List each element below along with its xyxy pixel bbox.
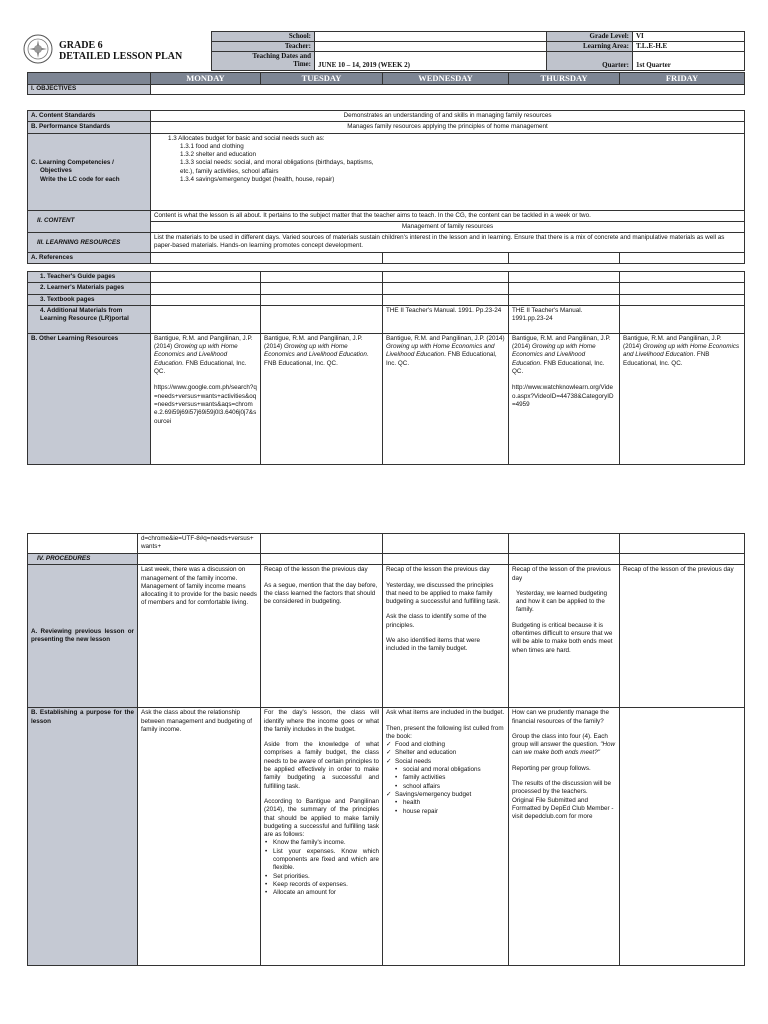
cont-fri <box>620 534 745 554</box>
budget-item-savings: ✓ Savings/emergency budget <box>386 791 505 799</box>
purpose-tue-para1: For the day's lesson, the class will identify where the income goes or what the family includes in the budget. <box>264 709 379 733</box>
header-info-table <box>211 31 745 71</box>
budget-item-social: ✓ Social needs <box>386 758 505 766</box>
dates-label-line2: Time: <box>293 60 311 68</box>
grade-level-label: Grade Level: <box>547 32 633 42</box>
other-thu[interactable]: Bantigue, R.M. and Pangilinan, J.P. (2014) Growing up with Home Economics and Livelihood Education. FNB Educational, Inc. QC. http://www.watchknowlearn.org/Video.aspx?VideoID=44738&CategoryID=4959 <box>509 333 620 464</box>
lc-label-line1: C. Learning Competencies / <box>31 159 114 167</box>
objectives-cell[interactable] <box>151 84 745 95</box>
references-thu[interactable] <box>620 253 745 264</box>
purpose-wed-present: Then, present the following list culled from the book: <box>386 724 504 740</box>
performance-standards-value[interactable]: Manages family resources applying the principles of home management <box>151 122 745 133</box>
procedures-heading: IV. PROCEDURES <box>28 554 138 565</box>
other-fri[interactable]: Bantigue, R.M. and Pangilinan, J.P. (2014) Growing up with Home Economics and Livelihood Education. FNB Educational, Inc. QC. <box>620 333 745 464</box>
learning-competencies-value[interactable] <box>151 133 745 210</box>
tg-mon[interactable] <box>151 272 261 283</box>
textbook-pages-label: 3. Textbook pages <box>28 294 151 305</box>
references-mon[interactable] <box>151 253 383 264</box>
content-standards-value[interactable]: Demonstrates an understanding of and skills in managing family resources <box>151 111 745 122</box>
title-grade: GRADE 6 <box>59 40 103 51</box>
lc-label-line2: Objectives <box>40 167 72 175</box>
purpose-thu-reporting: Reporting per group follows. <box>512 764 591 772</box>
budget-subitem: • social and moral obligations <box>386 766 505 774</box>
other-resources-label: B. Other Learning Resources <box>28 333 151 464</box>
budget-subitem: • health <box>386 799 505 807</box>
purpose-thu-question: How can we prudently manage the financial resources of the family? <box>512 709 609 725</box>
proc-thu <box>509 554 620 565</box>
purpose-tue[interactable] <box>261 708 383 966</box>
mon-book-publisher: FNB Educational, Inc. QC. <box>154 359 247 376</box>
lm-mon[interactable] <box>151 283 261 294</box>
lc-item-2: 1.3.2 shelter and education <box>180 151 256 159</box>
dates-label-line1: Teaching Dates and <box>252 52 311 60</box>
budget-item-shelter: ✓ Shelter and education <box>386 749 505 757</box>
performance-standards-label: B. Performance Standards <box>28 122 151 133</box>
budget-subitem: • family activities <box>386 774 505 782</box>
tg-thu[interactable] <box>509 272 620 283</box>
add-tue[interactable] <box>261 305 383 333</box>
principle-item: • Know the family's income. <box>264 839 379 847</box>
wed-book-publisher: FNB Educational, Inc. QC. <box>386 351 497 367</box>
review-tue-recap: Recap of the lesson the previous day <box>264 566 368 574</box>
content-label: II. CONTENT <box>28 210 151 233</box>
purpose-label: B. Establishing a purpose for the lesson <box>28 708 138 966</box>
thu-url-link[interactable]: http://www.watchknowlearn.org/Video.aspx?VideoID=44738&CategoryID=4959 <box>512 384 614 408</box>
learning-resources-description: List the materials to be used in different days. Varied sources of materials sustain children's interest in the lesson and in learning. Ensure that there is a mix of concrete and manipulative materials as well as paper-based materials. Hands-on learning promotes concept development. <box>151 233 745 253</box>
references-label: A. References <box>28 253 151 264</box>
review-wed-recap: Recap of the lesson the previous day <box>386 566 490 574</box>
mon-book-authors: Bantigue, R.M. and Pangilinan, J.P. (2014) <box>154 334 253 351</box>
teachers-guide-label: 1. Teacher's Guide pages <box>28 272 151 283</box>
references-tue[interactable] <box>383 253 509 264</box>
teacher-label: Teacher: <box>212 42 315 52</box>
lm-fri[interactable] <box>620 283 745 294</box>
mon-url-link[interactable]: https://www.google.com.ph/search?q=needs+versus+wants+activities&oq=needs+versus+wants&aqs=chrome.2.69i59j69i57j69i59j0l3.6406j0j7&sourcei <box>154 384 257 425</box>
day-col-monday: MONDAY <box>151 73 261 85</box>
learning-competencies-label <box>28 133 151 210</box>
day-col-friday: FRIDAY <box>620 73 745 85</box>
principle-item: • Set priorities. <box>264 873 379 881</box>
lesson-plan-title <box>59 40 182 62</box>
cont-wed <box>383 534 509 554</box>
add-fri[interactable] <box>620 305 745 333</box>
purpose-thu-group: Group the class into four (4). Each group will answer the question. <box>512 732 608 749</box>
add-wed[interactable]: THE II Teacher's Manual. 1991. Pp.23-24 <box>383 305 509 333</box>
proc-mon <box>138 554 261 565</box>
tue-book-authors: Bantigue, R.M. and Pangilinan, J.P. (2014) <box>264 334 363 351</box>
review-thu-recap: Recap of the lesson of the previous day <box>512 566 611 582</box>
lc-item-3: 1.3.3 social needs: social, and moral obligations (birthdays, baptisms, etc.), family activities, school affairs <box>180 159 374 175</box>
proc-fri <box>620 554 745 565</box>
weekday-header-overlay <box>27 72 745 85</box>
cont-thu <box>509 534 620 554</box>
review-wed-ask: Ask the class to identify some of the principles. <box>386 613 487 629</box>
tg-fri[interactable] <box>620 272 745 283</box>
budget-subitem: • school affairs <box>386 783 505 791</box>
learning-area-label: Learning Area: <box>547 42 633 52</box>
purpose-mon[interactable]: Ask the class about the relationship between management and budgeting of family income. <box>138 708 261 966</box>
lc-item-1: 1.3.1 food and clothing <box>180 142 244 150</box>
mon-book-title: Growing up with Home Economics and Livelihood Education <box>154 343 238 367</box>
lc-label-line3: Write the LC code for each <box>40 175 120 183</box>
day-col-thursday: THURSDAY <box>509 73 620 85</box>
budget-subitem: • house repair <box>386 808 505 816</box>
purpose-tue-para2: Aside from the knowledge of what comprises a family budget, the class needs to be aware of certain principles to be applied effectively in order to make family budgeting a successful and fulfilling task. <box>264 741 379 790</box>
tue-book-publisher: FNB Educational, Inc. QC. <box>264 359 338 367</box>
review-wed-items: We also identified items that were included in the family budget. <box>386 637 481 653</box>
tb-wed[interactable] <box>383 294 509 305</box>
principle-item: • Allocate an amount for <box>264 889 379 897</box>
fri-book-authors: Bantigue, R.M. and Pangilinan, J.P. (2014) <box>623 334 722 351</box>
review-thu-yesterday: Yesterday, we learned budgeting and how it can be applied to the family. <box>516 589 608 614</box>
reviewing-lesson-label: A. Reviewing previous lesson or presenting the new lesson <box>28 565 138 708</box>
day-col-wednesday: WEDNESDAY <box>383 73 509 85</box>
review-tue-segue: As a segue, mention that the day before, the class learned the factors that should be considered in budgeting. <box>264 581 378 606</box>
teacher-field[interactable] <box>315 42 547 52</box>
purpose-wed[interactable] <box>383 708 509 966</box>
school-field[interactable] <box>315 32 547 42</box>
fri-book-title: Growing up with Home Economics and Livelihood Education <box>623 343 740 359</box>
tb-thu[interactable] <box>509 294 620 305</box>
purpose-thu-results: The results of the discussion will be processed by the teachers. <box>512 780 612 796</box>
budget-item-food: ✓ Food and clothing <box>386 741 505 749</box>
lc-item-4: 1.3.4 savings/emergency budget (health, house, repair) <box>180 176 335 184</box>
references-wed[interactable] <box>509 253 620 264</box>
principle-item: • List your expenses. Know which components are fixed and which are flexible. <box>264 848 379 873</box>
thu-book-authors: Bantigue, R.M. and Pangilinan, J.P. (2014) <box>512 334 611 351</box>
tb-mon[interactable] <box>151 294 261 305</box>
review-thu[interactable] <box>509 565 620 708</box>
other-wed[interactable]: Bantigue, R.M. and Pangilinan, J.P. (2014) Growing up with Home Economics and Livelihood Education. FNB Educational, Inc. QC. <box>383 333 509 464</box>
quarter-value[interactable]: 1st Quarter <box>633 52 745 71</box>
wed-book-authors: Bantigue, R.M. and Pangilinan, J.P. (2014) <box>386 334 505 342</box>
weekday-corner-cell <box>28 73 151 85</box>
content-value[interactable]: Management of family resources <box>151 221 745 232</box>
learning-area-value[interactable]: T.L.E-H.E <box>633 42 745 52</box>
objectives-heading: I. OBJECTIVES <box>28 84 151 95</box>
purpose-tue-para3: According to Bantigue and Pangilinan (2014), the summary of the principles that should be applied to make family budgeting a successful and fulfilling task are as follows: <box>264 797 379 839</box>
school-label: School: <box>212 32 315 42</box>
add-mon[interactable] <box>151 305 261 333</box>
lc-main: 1.3 Allocates budget for basic and social needs such as: <box>168 134 325 142</box>
learners-materials-label: 2. Learner's Materials pages <box>28 283 151 294</box>
other-tue[interactable]: Bantigue, R.M. and Pangilinan, J.P. (2014) Growing up with Home Economics and Livelihood Education. FNB Educational, Inc. QC. <box>261 333 383 464</box>
resources-table <box>27 271 745 465</box>
deped-seal-logo <box>23 34 53 64</box>
add-thu[interactable]: THE II Teacher's Manual. 1991.pp.23-24 <box>509 305 620 333</box>
teaching-dates-label <box>212 52 315 71</box>
proc-wed <box>383 554 509 565</box>
learning-resources-label: III. LEARNING RESOURCES <box>28 233 151 253</box>
fri-book-publisher: FNB Educational, Inc. QC. <box>623 351 710 367</box>
standards-table <box>27 110 745 264</box>
purpose-thu[interactable] <box>509 708 620 966</box>
quarter-label: Quarter: <box>547 52 633 71</box>
review-wed-yesterday: Yesterday, we discussed the principles that need to be applied to make family budgeting a successful and fulfilling task. <box>386 581 501 606</box>
tb-fri[interactable] <box>620 294 745 305</box>
title-dlp: DETAILED LESSON PLAN <box>59 51 183 62</box>
teaching-dates-value[interactable]: JUNE 10 – 14, 2019 (WEEK 2) <box>315 52 547 71</box>
thu-book-title: Growing up with Home Economics and Livelihood Education <box>512 343 596 367</box>
review-wed[interactable] <box>383 565 509 708</box>
proc-tue <box>261 554 383 565</box>
continuation-label-cell <box>28 534 138 554</box>
purpose-thu-footer-note: Original File Submitted and Formatted by DepEd Club Member - visit depedclub.com for more <box>512 796 614 821</box>
tg-tue[interactable] <box>261 272 383 283</box>
tue-book-title: Growing up with Home Economics and Livelihood Education <box>264 343 367 359</box>
lm-tue[interactable] <box>261 283 383 294</box>
review-thu-critical: Budgeting is critical because it is oftentimes difficult to ensure that we will be able to make both ends meet when times are hard. <box>512 621 613 654</box>
cont-tue <box>261 534 383 554</box>
content-description: Content is what the lesson is all about. It pertains to the subject matter that the teacher aims to teach. In the CG, the content can be tackled in a week or two. <box>151 210 745 221</box>
purpose-wed-ask: Ask what items are included in the budget. <box>386 709 505 717</box>
mon-url-continuation[interactable]: d=chrome&ie=UTF-8#q=needs+versus+wants+ <box>138 534 261 554</box>
review-tue[interactable] <box>261 565 383 708</box>
lm-thu[interactable] <box>509 283 620 294</box>
tb-tue[interactable] <box>261 294 383 305</box>
day-col-tuesday: TUESDAY <box>261 73 383 85</box>
review-fri[interactable]: Recap of the lesson of the previous day <box>620 565 745 708</box>
review-mon[interactable]: Last week, there was a discussion on management of the family income. Management of family income means allocating it to provide for the basic needs of members and for comfortable living. <box>138 565 261 708</box>
other-mon[interactable]: Bantigue, R.M. and Pangilinan, J.P. (2014) Growing up with Home Economics and Livelihood Education. FNB Educational, Inc. QC. https://www.google.com.ph/search?q=needs+versus+wants+activities&oq=needs+versus+wants&aqs=chrome.2.69i59j69i57j69i59j0l3.6406j0j7&sourcei <box>151 333 261 464</box>
purpose-fri[interactable] <box>620 708 745 966</box>
lm-wed[interactable] <box>383 283 509 294</box>
thu-book-publisher: FNB Educational, Inc. QC. <box>512 359 605 376</box>
lesson-plan-table-page2 <box>27 533 745 966</box>
content-standards-label: A. Content Standards <box>28 111 151 122</box>
purpose-thu-quote: "How can we make both ends meet?" <box>512 741 616 757</box>
additional-materials-label: 4. Additional Materials from Learning Resource (LR)portal <box>28 305 151 333</box>
principle-item: • Keep records of expenses. <box>264 881 379 889</box>
grade-level-value[interactable]: VI <box>633 32 745 42</box>
tg-wed[interactable] <box>383 272 509 283</box>
wed-book-title: Growing up with Home Economics and Livelihood Education <box>386 343 495 359</box>
